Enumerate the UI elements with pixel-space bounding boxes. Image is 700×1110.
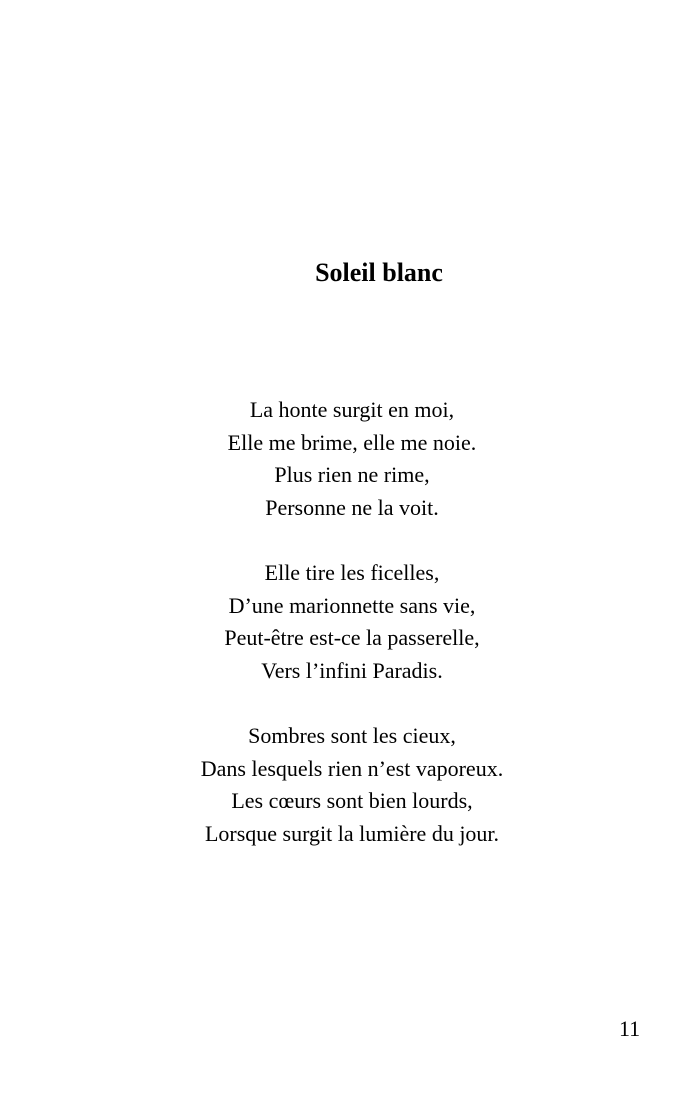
poem-line: Elle me brime, elle me noie. [227, 429, 477, 455]
stanza [0, 720, 700, 850]
stanza [0, 557, 700, 687]
poem-line: Plus rien ne rime, [274, 462, 430, 488]
page-number: 11 [619, 1016, 641, 1041]
poem-line: Vers l’infini Paradis. [261, 657, 443, 683]
poem-line: Dans lesquels rien n’est vaporeux. [200, 755, 504, 781]
poem-line: Elle tire les ficelles, [264, 559, 440, 585]
poem-line: Peut-être est-ce la passerelle, [224, 625, 480, 651]
poem-line: Sombres sont les cieux, [248, 722, 456, 748]
poem-line: Lorsque surgit la lumière du jour. [204, 820, 500, 846]
poem-title: Soleil blanc [315, 258, 443, 287]
poem-line: La honte surgit en moi, [249, 397, 455, 422]
stanza [0, 394, 700, 524]
poem-line: D’une marionnette sans vie, [228, 592, 476, 618]
poem-line: Les cœurs sont bien lourds, [231, 788, 473, 814]
poem-line: Personne ne la voit. [265, 494, 439, 520]
poem-body [0, 394, 700, 883]
